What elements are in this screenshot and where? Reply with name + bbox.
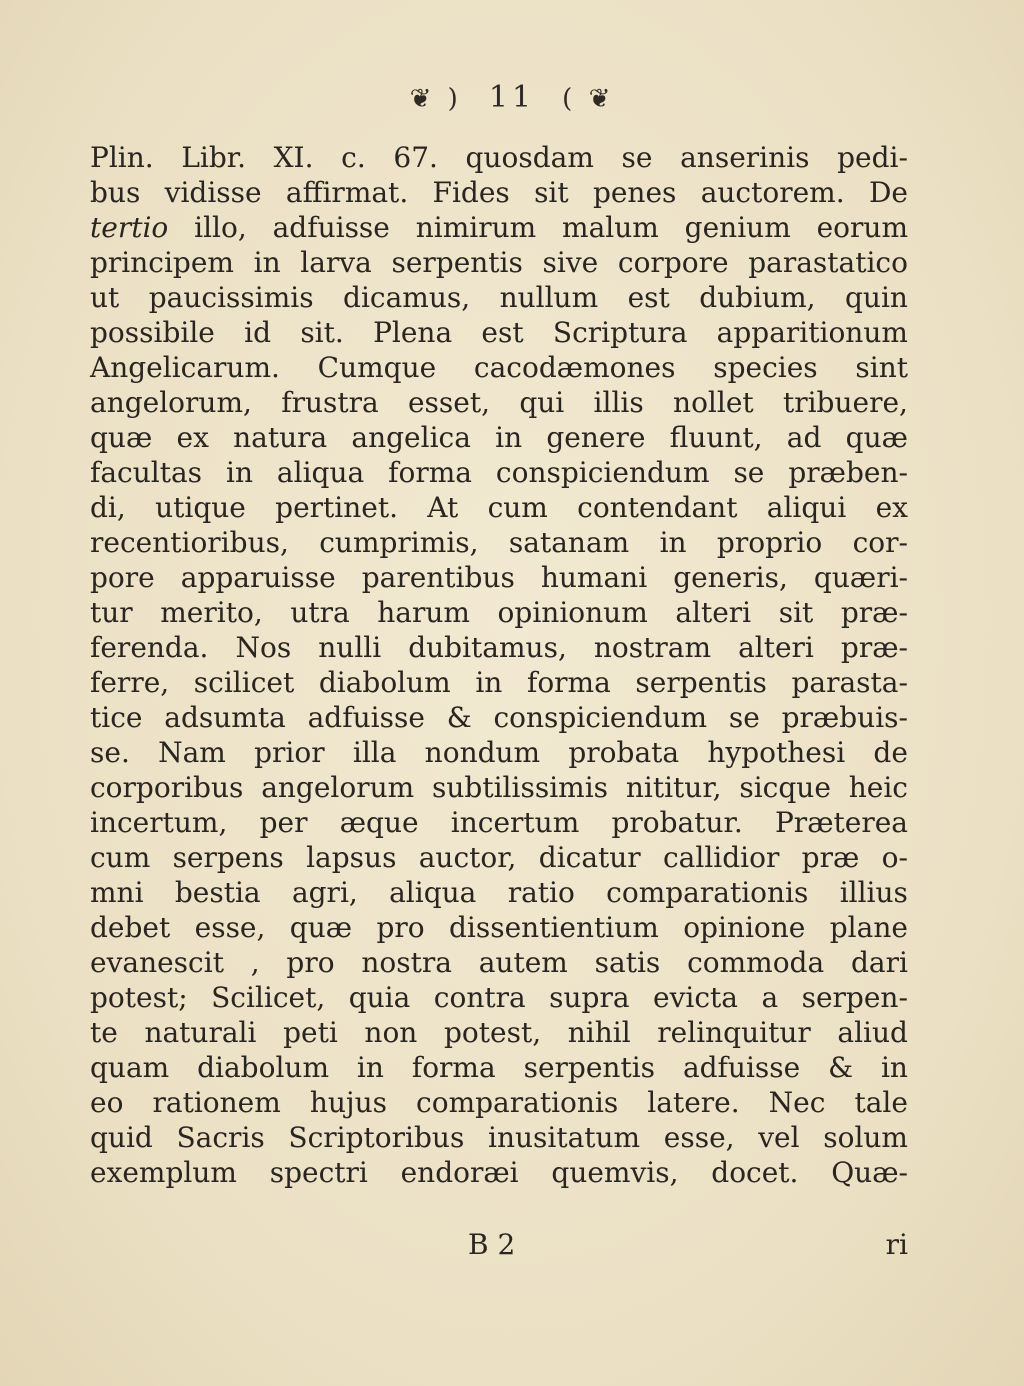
word: species	[713, 351, 818, 384]
text-line	[90, 245, 908, 280]
word: in	[659, 526, 687, 559]
word: penes	[592, 176, 677, 209]
word: adsumta	[164, 701, 286, 734]
page-footer	[90, 1228, 908, 1268]
text-line	[90, 700, 908, 735]
word: cacodæmones	[473, 351, 676, 384]
word: probata	[568, 736, 680, 769]
word: sive	[542, 246, 599, 279]
word: scilicet	[193, 666, 295, 699]
word: conspiciendum	[495, 456, 710, 489]
word: quosdam	[465, 141, 594, 174]
word: cum	[90, 841, 151, 874]
word: angelica	[351, 421, 471, 454]
word: recentioribus,	[90, 526, 289, 559]
word: ex	[875, 491, 908, 524]
text-line	[90, 665, 908, 700]
text-line	[90, 315, 908, 350]
word: præ	[801, 841, 860, 874]
word: supra	[549, 981, 630, 1014]
word: inusitatum	[487, 1121, 641, 1154]
text-line	[90, 945, 908, 980]
word: dubium,	[699, 281, 816, 314]
word: sint	[855, 351, 908, 384]
text-line	[90, 840, 908, 875]
word: apparuisse	[180, 561, 336, 594]
word: solum	[823, 1121, 908, 1154]
word: agri,	[291, 876, 358, 909]
word: aliqua	[276, 456, 365, 489]
word: pertinet.	[275, 491, 398, 524]
text-line	[90, 1050, 908, 1085]
word: rationem	[152, 1086, 281, 1119]
word: endoræi	[400, 1156, 519, 1189]
word: di,	[90, 491, 126, 524]
word: vel	[758, 1121, 800, 1154]
text-line	[90, 385, 908, 420]
text-line	[90, 455, 908, 490]
text-line	[90, 140, 908, 175]
word: utra	[290, 596, 350, 629]
word: Quæ-	[831, 1156, 908, 1189]
word: pedi-	[837, 141, 908, 174]
word: serpen-	[801, 981, 908, 1014]
word: autem	[478, 946, 568, 979]
signature-mark: B 2	[468, 1228, 516, 1261]
word: dubitamus,	[408, 631, 567, 664]
word: exemplum	[90, 1156, 237, 1189]
word: incertum,	[90, 806, 228, 839]
word: nullum	[499, 281, 599, 314]
word: quemvis,	[551, 1156, 679, 1189]
word: conspiciendum	[493, 701, 708, 734]
word: esset,	[407, 386, 491, 419]
word: bus	[90, 176, 141, 209]
word: potest;	[90, 981, 188, 1014]
word: alteri	[675, 596, 752, 629]
word: docet.	[711, 1156, 799, 1189]
word: serpens	[172, 841, 284, 874]
word: tertio	[90, 211, 169, 244]
word: æque	[339, 806, 419, 839]
word: illa	[352, 736, 397, 769]
word: serpentis	[391, 246, 523, 279]
word: ut	[90, 281, 120, 314]
word: aliqua	[389, 876, 477, 909]
text-line	[90, 875, 908, 910]
word: anserinis	[680, 141, 810, 174]
word: genium	[684, 211, 791, 244]
word: paucissimis	[148, 281, 314, 314]
text-line	[90, 770, 908, 805]
word: tice	[90, 701, 143, 734]
word: proprio	[716, 526, 823, 559]
word: quid	[90, 1121, 153, 1154]
word: quæ	[90, 421, 153, 454]
text-line	[90, 595, 908, 630]
word: relinquitur	[657, 1016, 811, 1049]
word: evicta	[653, 981, 738, 1014]
word: quia	[348, 981, 411, 1014]
word: ratio	[507, 876, 575, 909]
word: adfuisse	[272, 211, 390, 244]
text-line	[90, 175, 908, 210]
word: eorum	[816, 211, 908, 244]
word: præ-	[840, 596, 908, 629]
word: se	[733, 456, 765, 489]
word: se	[728, 701, 760, 734]
text-line	[90, 735, 908, 770]
word: contra	[433, 981, 526, 1014]
word: ex	[176, 421, 209, 454]
word: diabolum	[197, 1051, 330, 1084]
word: sit.	[300, 316, 344, 349]
word: forma	[411, 1051, 496, 1084]
word: merito,	[160, 596, 263, 629]
word: ad	[786, 421, 822, 454]
word: Angelicarum.	[90, 351, 280, 384]
word: forma	[526, 666, 611, 699]
text-line	[90, 1085, 908, 1120]
word: opinione	[683, 911, 806, 944]
word: natura	[233, 421, 328, 454]
word: ,	[250, 946, 260, 979]
word: cor-	[852, 526, 908, 559]
text-line	[90, 350, 908, 385]
text-line	[90, 490, 908, 525]
word: comparationis	[606, 876, 809, 909]
word: mni	[90, 876, 144, 909]
word: adfuisse	[682, 1051, 801, 1084]
word: forma	[388, 456, 472, 489]
word: Sacris	[176, 1121, 265, 1154]
word: qui	[519, 386, 565, 419]
right-ornament: ( ❦	[562, 84, 615, 114]
word: a	[761, 981, 779, 1014]
word: harum	[377, 596, 470, 629]
word: possibile	[90, 316, 215, 349]
word: apparitionum	[716, 316, 908, 349]
word: in	[475, 666, 503, 699]
word: pro	[286, 946, 335, 979]
word: nostra	[361, 946, 452, 979]
word: in	[880, 1051, 908, 1084]
word: Nos	[235, 631, 292, 664]
word: 67.	[393, 141, 438, 174]
word: malum	[562, 211, 659, 244]
text-line	[90, 560, 908, 595]
word: affirmat.	[285, 176, 409, 209]
text-line	[90, 280, 908, 315]
word: diabolum	[318, 666, 451, 699]
word: opinionum	[497, 596, 648, 629]
word: larva	[300, 246, 372, 279]
word: c.	[341, 141, 366, 174]
text-line	[90, 630, 908, 665]
word: quam	[90, 1051, 170, 1084]
word: esse,	[663, 1121, 735, 1154]
word: dicamus,	[343, 281, 471, 314]
text-line	[90, 420, 908, 455]
word: utique	[155, 491, 246, 524]
word: lapsus	[306, 841, 397, 874]
word: nimirum	[415, 211, 537, 244]
word: dicatur	[538, 841, 641, 874]
word: angelorum,	[90, 386, 252, 419]
word: Fides	[432, 176, 510, 209]
word: commoda	[687, 946, 825, 979]
word: adfuisse	[307, 701, 425, 734]
word: præben-	[788, 456, 908, 489]
word: aliud	[837, 1016, 908, 1049]
word: sit	[534, 176, 569, 209]
word: illius	[839, 876, 908, 909]
word: serpentis	[523, 1051, 656, 1084]
word: nostram	[593, 631, 712, 664]
word: quæ	[845, 421, 908, 454]
word: Libr.	[181, 141, 246, 174]
text-line	[90, 1015, 908, 1050]
word: cum	[487, 491, 548, 524]
word: est	[481, 316, 524, 349]
word: se.	[90, 736, 130, 769]
word: contendant	[577, 491, 738, 524]
text-line	[90, 910, 908, 945]
word: Scriptoribus	[288, 1121, 465, 1154]
word: corpore	[617, 246, 729, 279]
word: de	[873, 736, 908, 769]
word: Plin.	[90, 141, 154, 174]
word: peti	[283, 1016, 338, 1049]
word: in	[356, 1051, 384, 1084]
word: in	[495, 421, 523, 454]
word: hujus	[309, 1086, 387, 1119]
word: per	[259, 806, 308, 839]
word: cumprimis,	[319, 526, 479, 559]
word: fluunt,	[669, 421, 763, 454]
word: tribuere,	[782, 386, 908, 419]
word: debet	[90, 911, 171, 944]
word: Cumque	[317, 351, 437, 384]
word: Nam	[158, 736, 226, 769]
word: &	[446, 701, 472, 734]
word: præbuis-	[781, 701, 908, 734]
word: auctorem.	[700, 176, 845, 209]
word: dari	[850, 946, 908, 979]
word: &	[828, 1051, 854, 1084]
word: plane	[829, 911, 908, 944]
word: comparationis	[416, 1086, 619, 1119]
word: ferenda.	[90, 631, 209, 664]
word: quæ	[289, 911, 353, 944]
page-number: 11	[488, 80, 536, 115]
word: nihil	[567, 1016, 631, 1049]
word: o-	[881, 841, 908, 874]
word: pore	[90, 561, 155, 594]
word: se	[621, 141, 653, 174]
word: At	[427, 491, 459, 524]
word: satis	[594, 946, 661, 979]
word: Nec	[768, 1086, 826, 1119]
word: te	[90, 1016, 118, 1049]
word: Præterea	[774, 806, 908, 839]
catchword: ri	[885, 1228, 908, 1261]
word: XI.	[273, 141, 314, 174]
word: tur	[90, 596, 133, 629]
word: nollet	[673, 386, 754, 419]
word: auctor,	[418, 841, 517, 874]
word: corporibus	[90, 771, 244, 804]
text-line	[90, 1155, 908, 1190]
word: alteri	[738, 631, 814, 664]
word: dissentientium	[448, 911, 659, 944]
word: sit	[778, 596, 814, 629]
word: callidior	[663, 841, 780, 874]
word: illo,	[194, 211, 247, 244]
word: principem	[90, 246, 234, 279]
word: sicque	[739, 771, 831, 804]
word: genere	[546, 421, 646, 454]
word: in	[225, 456, 253, 489]
word: nondum	[424, 736, 541, 769]
word: pro	[376, 911, 425, 944]
word: illis	[593, 386, 644, 419]
word: De	[868, 176, 908, 209]
word: angelorum	[261, 771, 415, 804]
word: heic	[848, 771, 908, 804]
word: parasta-	[791, 666, 908, 699]
word: est	[627, 281, 670, 314]
word: spectri	[269, 1156, 368, 1189]
body-text	[90, 140, 908, 1190]
text-line	[90, 1120, 908, 1155]
word: incertum	[450, 806, 580, 839]
word: vidisse	[164, 176, 262, 209]
word: probatur.	[611, 806, 743, 839]
word: Scilicet,	[211, 981, 326, 1014]
word: frustra	[281, 386, 379, 419]
word: tale	[854, 1086, 908, 1119]
word: naturali	[144, 1016, 257, 1049]
text-line	[90, 525, 908, 560]
word: generis,	[673, 561, 788, 594]
word: in	[253, 246, 281, 279]
word: non	[364, 1016, 418, 1049]
word: serpentis	[635, 666, 767, 699]
word: nititur,	[625, 771, 722, 804]
word: ferre,	[90, 666, 170, 699]
word: eo	[90, 1086, 124, 1119]
word: Scriptura	[552, 316, 688, 349]
word: parentibus	[361, 561, 515, 594]
word: hypothesi	[707, 736, 846, 769]
word: parastatico	[748, 246, 908, 279]
word: evanescit	[90, 946, 224, 979]
word: nulli	[318, 631, 382, 664]
word: bestia	[174, 876, 261, 909]
word: humani	[540, 561, 648, 594]
word: potest,	[443, 1016, 542, 1049]
text-line	[90, 980, 908, 1015]
text-line	[90, 805, 908, 840]
word: præ-	[840, 631, 908, 664]
left-ornament: ❦ )	[409, 84, 462, 114]
word: aliqui	[766, 491, 847, 524]
word: satanam	[508, 526, 630, 559]
word: prior	[254, 736, 325, 769]
word: subtilissimis	[432, 771, 609, 804]
running-header	[0, 80, 1024, 115]
word: quæri-	[813, 561, 908, 594]
word: esse,	[194, 911, 266, 944]
word: id	[244, 316, 272, 349]
word: latere.	[647, 1086, 740, 1119]
text-line	[90, 210, 908, 245]
word: quin	[844, 281, 908, 314]
word: Plena	[373, 316, 453, 349]
word: facultas	[90, 456, 203, 489]
